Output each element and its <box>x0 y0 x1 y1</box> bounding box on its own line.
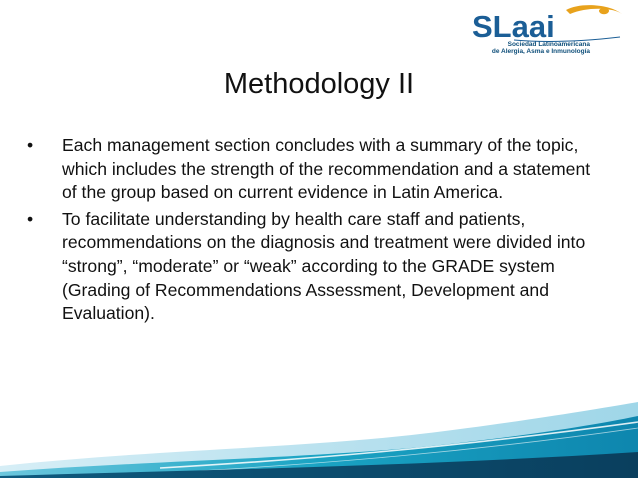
bullet-text: To facilitate understanding by health care staff and patients, recommendations on the diagnosis and treatment were divided into “strong”, “moderate” or “weak” according to the GRADE system (Grading of Recommendations Assessment, Development and Evaluation). <box>62 208 586 324</box>
bullet-marker: • <box>27 135 34 155</box>
bullet-item <box>24 134 609 205</box>
logo-subtitle-line2: de Alergia, Asma e Inmunología <box>491 48 590 55</box>
logo-subtitle-line1: Sociedad Latinoamericana <box>507 41 590 48</box>
slide-title: Methodology II <box>223 68 415 100</box>
bullet-marker: • <box>27 208 34 229</box>
logo-brand-text: SLaai <box>472 9 555 44</box>
bullet-list <box>24 134 609 329</box>
bullet-text: Each management section concludes with a summary of the topic, which includes the strength of the recommendation and a statement of the group based on current evidence in Latin America. <box>62 135 591 203</box>
bottom-wave-decoration <box>0 388 638 478</box>
slaai-logo <box>470 4 630 54</box>
bullet-item <box>24 208 609 326</box>
